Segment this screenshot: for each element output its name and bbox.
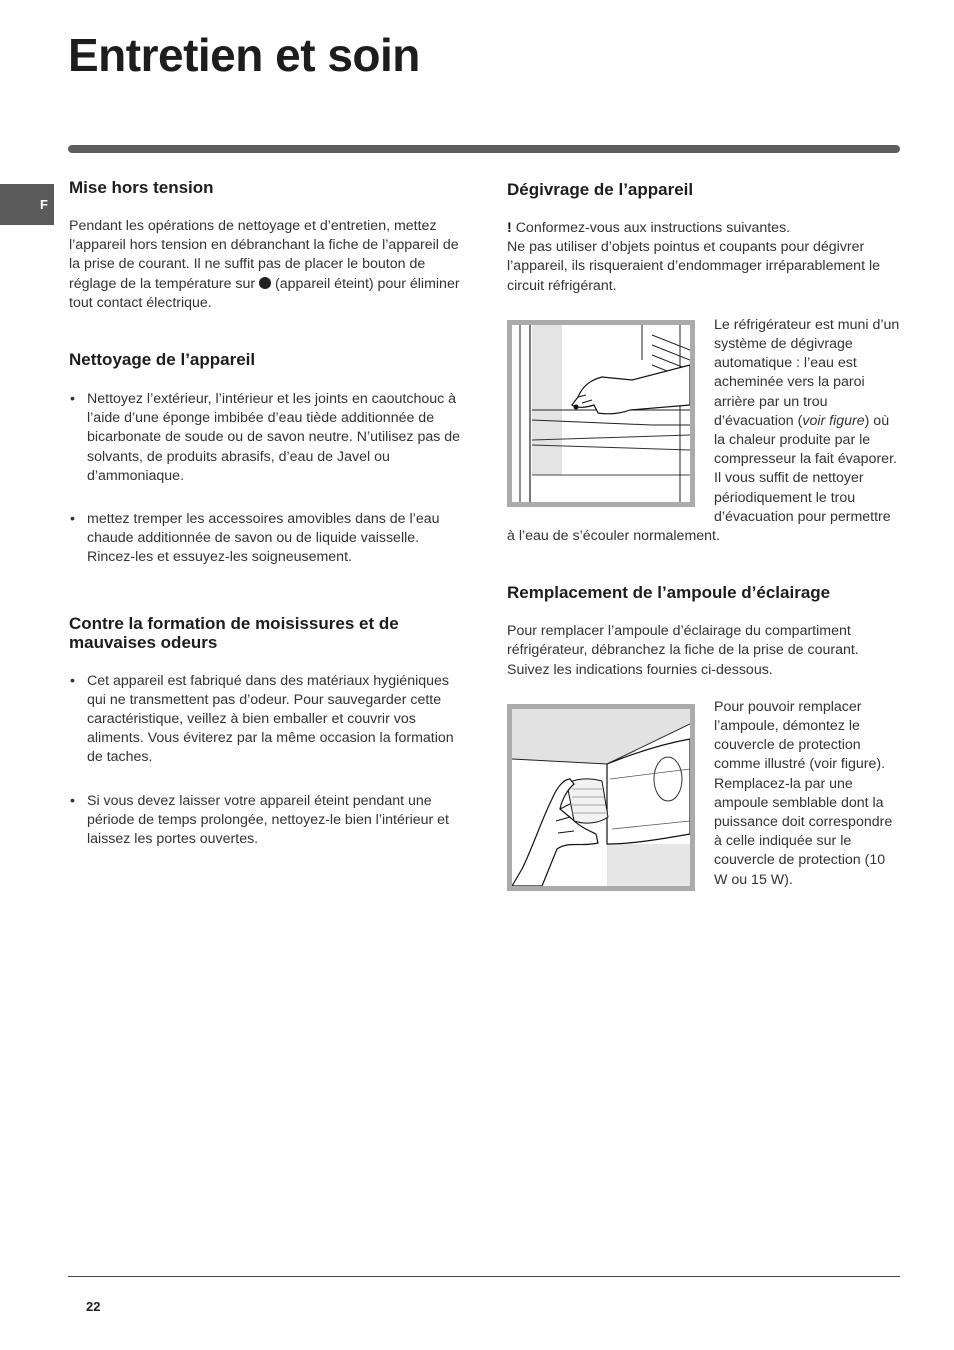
remplacement-text: Pour remplacer l’ampoule d’éclairage du compartiment réfrigérateur, débranchez la fiche de la prise de courant. Suivez les indications fournies ci-dessous. xyxy=(507,623,859,678)
mise-hors-tension-text-part1: Pendant les opérations de nettoyage et d’entretien, mettez l’appareil hors tension en débranchant la fiche de l’appareil de la prise de courant. Il ne suffit pas de placer le bouton de réglage de la température sur xyxy=(69,218,459,292)
defrost-figure xyxy=(507,320,695,507)
mise-hors-tension-text xyxy=(69,217,461,313)
degivrage-figure-text-a: Le réfrigérateur est muni d’un système de dégivrage automatique : l’eau est acheminée vers la paroi arrière par un trou d’évacuation ( xyxy=(714,316,900,429)
degivrage-text: Ne pas utiliser d’objets pointus et coupants pour dégivrer l’appareil, ils risqueraient d’endommager irréparablement le circuit réfrigérant. xyxy=(507,239,881,294)
degivrage-figure-text-b: ) où la chaleur produite par le compresseur la fait évaporer. Il vous suffit de nettoyer périodiquement le trou d’évacuation pour permettre à l’eau de s’écouler normalement. xyxy=(507,412,897,545)
language-tab-label: F xyxy=(40,197,48,212)
list-item: • mettez tremper les accessoires amovibles dans de l’eau chaude additionnée de savon ou de liquide vaisselle. Rincez-les et essuyez-les soigneusement. xyxy=(69,510,461,568)
nettoyage-list xyxy=(69,390,461,568)
heading-remplacement-ampoule: Remplacement de l’ampoule d’éclairage xyxy=(507,583,831,603)
list-item: • Si vous devez laisser votre appareil éteint pendant une période de temps prolongée, nettoyez-le bien l’intérieur et laissez les portes ouvertes. xyxy=(69,792,461,850)
footer-rule xyxy=(68,1276,900,1277)
title-rule xyxy=(68,145,900,153)
ampoule-block xyxy=(507,698,902,890)
bulb-figure xyxy=(507,704,695,891)
voir-figure-ref: voir figure xyxy=(802,412,865,429)
off-symbol-icon xyxy=(259,277,271,289)
page-title: Entretien et soin xyxy=(68,29,420,81)
warning-icon: ! xyxy=(507,220,512,236)
language-tab xyxy=(0,184,54,225)
right-column xyxy=(507,180,902,895)
moisissures-list xyxy=(69,672,461,850)
defrost-drain-illustration xyxy=(512,325,690,502)
list-item: • Cet appareil est fabriqué dans des matériaux hygiéniques qui ne transmettent pas d’odeur. Pour sauvegarder cette caractéristique, veillez à bien emballer et couvrir vos aliments. Vous éviterez par la même occasion la formation de taches. xyxy=(69,672,461,768)
heading-mise-hors-tension: Mise hors tension xyxy=(69,178,214,197)
left-column xyxy=(69,178,461,849)
heading-nettoyage: Nettoyage de l’appareil xyxy=(69,350,256,370)
list-item: • Nettoyez l’extérieur, l’intérieur et les joints en caoutchouc à l’aide d’une éponge imbibée d’eau tiède additionnée de bicarbonate de soude ou de savon neutre. N’utilisez pas de solvants, de produits abrasifs, d’eau de Javel ou d’ammoniaque. xyxy=(69,390,461,486)
heading-degivrage: Dégivrage de l’appareil xyxy=(507,180,694,199)
heading-moisissures: Contre la formation de moisissures et de mauvaises odeurs xyxy=(69,613,399,652)
degivrage-block xyxy=(507,316,902,546)
degivrage-warning-text: Conformez-vous aux instructions suivantes. xyxy=(515,220,791,236)
mise-hors-tension-text-part2: (appareil éteint) pour éliminer tout contact électrique. xyxy=(69,275,460,311)
degivrage-warning xyxy=(507,219,902,238)
bulb-cover-illustration xyxy=(512,709,690,886)
ampoule-figure-text: Pour pouvoir remplacer l’ampoule, démontez le couvercle de protection comme illustré (voir figure). Remplacez-la par une ampoule semblable dont la puissance doit correspondre à celle indiquée sur le couvercle de protection (10 W ou 15 W). xyxy=(714,698,893,888)
page-number: 22 xyxy=(86,1299,101,1314)
